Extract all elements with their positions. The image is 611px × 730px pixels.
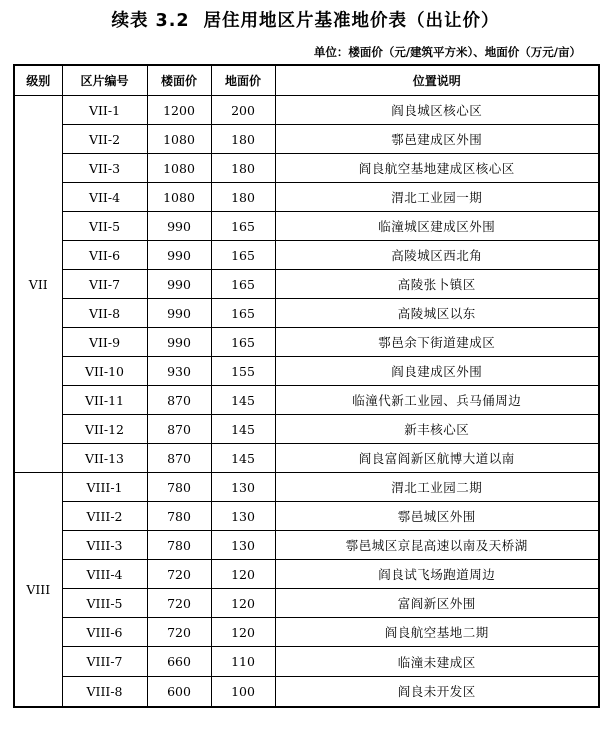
floor-price-cell: 870 bbox=[147, 444, 211, 473]
table-row bbox=[14, 299, 599, 328]
location-cell: 鄠邑城区京昆高速以南及天桥湖 bbox=[275, 531, 599, 560]
location-cell: 富阎新区外围 bbox=[275, 589, 599, 618]
level-cell: VIII bbox=[14, 473, 62, 707]
zone-code-cell: VII-4 bbox=[62, 183, 147, 212]
floor-price-cell: 990 bbox=[147, 328, 211, 357]
location-cell: 阎良未开发区 bbox=[275, 677, 599, 707]
zone-code-cell: VII-2 bbox=[62, 125, 147, 154]
table-row bbox=[14, 618, 599, 647]
unit-note: 单位：楼面价（元/建筑平方米）、地面价（万元/亩） bbox=[313, 45, 581, 59]
zone-code-cell: VII-13 bbox=[62, 444, 147, 473]
floor-price-cell: 660 bbox=[147, 647, 211, 677]
level-cell: VII bbox=[14, 96, 62, 473]
floor-price-cell: 720 bbox=[147, 589, 211, 618]
land-price-cell: 180 bbox=[211, 183, 275, 212]
table-row bbox=[14, 415, 599, 444]
floor-price-cell: 990 bbox=[147, 212, 211, 241]
floor-price-cell: 600 bbox=[147, 677, 211, 707]
land-price-cell: 145 bbox=[211, 415, 275, 444]
zone-code-cell: VIII-6 bbox=[62, 618, 147, 647]
table-number: 续表 3.2 bbox=[111, 11, 190, 31]
land-price-cell: 180 bbox=[211, 154, 275, 183]
table-header-row bbox=[14, 65, 599, 96]
location-cell: 鄠邑建成区外围 bbox=[275, 125, 599, 154]
zone-code-cell: VIII-1 bbox=[62, 473, 147, 502]
location-cell: 临潼未建成区 bbox=[275, 647, 599, 677]
land-price-cell: 130 bbox=[211, 473, 275, 502]
floor-price-cell: 1200 bbox=[147, 96, 211, 125]
location-cell: 高陵城区西北角 bbox=[275, 241, 599, 270]
floor-price-cell: 780 bbox=[147, 473, 211, 502]
table-row bbox=[14, 270, 599, 299]
land-price-cell: 120 bbox=[211, 589, 275, 618]
location-cell: 新丰核心区 bbox=[275, 415, 599, 444]
land-price-cell: 130 bbox=[211, 531, 275, 560]
zone-code-cell: VII-1 bbox=[62, 96, 147, 125]
table-row bbox=[14, 241, 599, 270]
column-header-floor-price: 楼面价 bbox=[147, 65, 211, 96]
land-price-cell: 145 bbox=[211, 444, 275, 473]
floor-price-cell: 930 bbox=[147, 357, 211, 386]
location-cell: 高陵张卜镇区 bbox=[275, 270, 599, 299]
zone-code-cell: VIII-7 bbox=[62, 647, 147, 677]
table-row bbox=[14, 473, 599, 502]
table-row bbox=[14, 677, 599, 707]
land-price-cell: 130 bbox=[211, 502, 275, 531]
location-cell: 渭北工业园二期 bbox=[275, 473, 599, 502]
zone-code-cell: VII-11 bbox=[62, 386, 147, 415]
location-cell: 鄠邑余下街道建成区 bbox=[275, 328, 599, 357]
location-cell: 阎良城区核心区 bbox=[275, 96, 599, 125]
zone-code-cell: VIII-4 bbox=[62, 560, 147, 589]
table-row bbox=[14, 444, 599, 473]
floor-price-cell: 870 bbox=[147, 386, 211, 415]
table-row bbox=[14, 647, 599, 677]
land-price-cell: 120 bbox=[211, 560, 275, 589]
land-price-cell: 120 bbox=[211, 618, 275, 647]
floor-price-cell: 720 bbox=[147, 560, 211, 589]
location-cell: 阎良富阎新区航博大道以南 bbox=[275, 444, 599, 473]
table-row bbox=[14, 125, 599, 154]
land-price-cell: 200 bbox=[211, 96, 275, 125]
floor-price-cell: 870 bbox=[147, 415, 211, 444]
column-header-level: 级别 bbox=[14, 65, 62, 96]
land-price-cell: 165 bbox=[211, 241, 275, 270]
zone-code-cell: VII-12 bbox=[62, 415, 147, 444]
land-price-cell: 100 bbox=[211, 677, 275, 707]
floor-price-cell: 990 bbox=[147, 270, 211, 299]
land-price-cell: 145 bbox=[211, 386, 275, 415]
land-price-cell: 165 bbox=[211, 328, 275, 357]
table-row bbox=[14, 502, 599, 531]
location-cell: 临潼代新工业园、兵马俑周边 bbox=[275, 386, 599, 415]
location-cell: 鄠邑城区外围 bbox=[275, 502, 599, 531]
table-row bbox=[14, 212, 599, 241]
column-header-location: 位置说明 bbox=[275, 65, 599, 96]
table-row bbox=[14, 357, 599, 386]
table-title-text: 居住用地区片基准地价表（出让价） bbox=[203, 11, 500, 31]
land-price-cell: 180 bbox=[211, 125, 275, 154]
floor-price-cell: 780 bbox=[147, 502, 211, 531]
table-row bbox=[14, 589, 599, 618]
zone-code-cell: VII-9 bbox=[62, 328, 147, 357]
location-cell: 渭北工业园一期 bbox=[275, 183, 599, 212]
land-price-cell: 165 bbox=[211, 270, 275, 299]
column-header-land-price: 地面价 bbox=[211, 65, 275, 96]
land-price-cell: 155 bbox=[211, 357, 275, 386]
table-row bbox=[14, 96, 599, 125]
table-row bbox=[14, 183, 599, 212]
table-row bbox=[14, 154, 599, 183]
price-table bbox=[13, 64, 600, 708]
table-row bbox=[14, 328, 599, 357]
column-header-code: 区片编号 bbox=[62, 65, 147, 96]
zone-code-cell: VII-10 bbox=[62, 357, 147, 386]
zone-code-cell: VII-6 bbox=[62, 241, 147, 270]
location-cell: 高陵城区以东 bbox=[275, 299, 599, 328]
table-title bbox=[0, 7, 611, 32]
location-cell: 阎良建成区外围 bbox=[275, 357, 599, 386]
floor-price-cell: 1080 bbox=[147, 154, 211, 183]
floor-price-cell: 990 bbox=[147, 299, 211, 328]
floor-price-cell: 1080 bbox=[147, 125, 211, 154]
land-price-cell: 110 bbox=[211, 647, 275, 677]
zone-code-cell: VII-5 bbox=[62, 212, 147, 241]
table-body bbox=[14, 96, 599, 707]
zone-code-cell: VII-3 bbox=[62, 154, 147, 183]
location-cell: 阎良航空基地建成区核心区 bbox=[275, 154, 599, 183]
land-price-cell: 165 bbox=[211, 212, 275, 241]
location-cell: 阎良试飞场跑道周边 bbox=[275, 560, 599, 589]
zone-code-cell: VII-7 bbox=[62, 270, 147, 299]
floor-price-cell: 1080 bbox=[147, 183, 211, 212]
land-price-cell: 165 bbox=[211, 299, 275, 328]
table-row bbox=[14, 386, 599, 415]
zone-code-cell: VIII-3 bbox=[62, 531, 147, 560]
zone-code-cell: VIII-5 bbox=[62, 589, 147, 618]
zone-code-cell: VIII-8 bbox=[62, 677, 147, 707]
floor-price-cell: 780 bbox=[147, 531, 211, 560]
floor-price-cell: 990 bbox=[147, 241, 211, 270]
floor-price-cell: 720 bbox=[147, 618, 211, 647]
location-cell: 临潼城区建成区外围 bbox=[275, 212, 599, 241]
table-row bbox=[14, 531, 599, 560]
zone-code-cell: VII-8 bbox=[62, 299, 147, 328]
zone-code-cell: VIII-2 bbox=[62, 502, 147, 531]
table-row bbox=[14, 560, 599, 589]
location-cell: 阎良航空基地二期 bbox=[275, 618, 599, 647]
